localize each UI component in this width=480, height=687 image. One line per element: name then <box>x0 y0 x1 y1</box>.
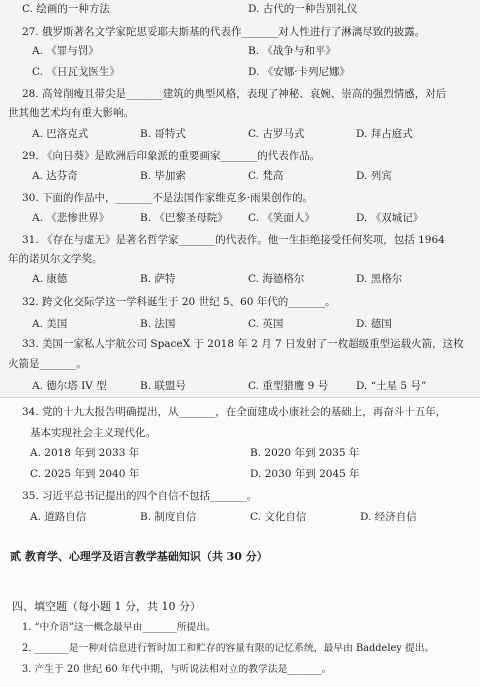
q28-option-c: C. 古罗马式 <box>248 128 305 140</box>
q27-option-b: B. 《战争与和平》 <box>248 45 336 57</box>
q29-option-d: D. 列宾 <box>356 170 392 182</box>
q33-stem-line2: 火箭是_______。 <box>8 358 87 370</box>
q29-stem: 29. 《向日葵》是欧洲后印象派的重要画家_______的代表作品。 <box>22 150 321 162</box>
q31-option-c: C. 海德格尔 <box>248 273 305 285</box>
q30-option-c: C. 《笑面人》 <box>248 212 315 224</box>
q30-option-b: B. 《巴黎圣母院》 <box>140 212 228 224</box>
q33-option-c: C. 重型猎鹰 9 号 <box>248 380 329 392</box>
q32-option-c: C. 英国 <box>248 318 284 330</box>
section-heading: 贰 教育学、心理学及语言教学基础知识（共 30 分） <box>10 550 268 563</box>
q28-option-d: D. 拜占庭式 <box>356 128 413 140</box>
q31-stem-line2: 年的诺贝尔文学奖。 <box>8 253 103 265</box>
q31-option-b: B. 萨特 <box>140 273 176 285</box>
q29-option-c: C. 梵高 <box>248 170 284 182</box>
q26-option-d: D. 古代的一种告别礼仪 <box>248 3 358 15</box>
q35-option-d: D. 经济自信 <box>360 511 417 523</box>
q35-option-a: A. 道路自信 <box>30 511 87 523</box>
q30-option-a: A. 《悲惨世界》 <box>32 212 110 224</box>
q32-stem: 32. 跨文化交际学这一学科诞生于 20 世纪 5、60 年代的_______。 <box>22 296 336 308</box>
q29-option-b: B. 毕加索 <box>140 170 186 182</box>
region-divider <box>0 397 480 398</box>
q35-stem: 35. 习近平总书记提出的四个自信不包括_______。 <box>22 490 258 502</box>
part-four-heading: 四、填空题（每小题 1 分，共 10 分） <box>12 600 201 613</box>
q27-option-a: A. 《罪与罚》 <box>32 45 99 57</box>
fill-blank-item: 2. _______是一种对信息进行暂时加工和贮存的容量有限的记忆系统，最早由 Baddeley 提出。 <box>22 643 435 654</box>
q33-option-a: A. 德尔塔 IV 型 <box>32 380 107 392</box>
q35-option-b: B. 制度自信 <box>140 511 197 523</box>
q34-stem-line2: 基本实现社会主义现代化。 <box>30 427 156 439</box>
q35-option-c: C. 文化自信 <box>250 511 307 523</box>
q30-stem: 30. 下面的作品中，_______不是法国作家维克多·雨果创作的。 <box>22 192 314 204</box>
q33-option-b: B. 联盟号 <box>140 380 186 392</box>
q30-option-d: D. 《双城记》 <box>356 212 424 224</box>
q31-stem-line1: 31. 《存在与虚无》是著名哲学家_______的代表作。他一生拒绝接受任何奖项，包括 1964 <box>22 234 445 246</box>
q34-option-a: A. 2018 年到 2033 年 <box>30 447 140 459</box>
q32-option-d: D. 德国 <box>356 318 392 330</box>
q26-option-c: C. 绘画的一种方法 <box>22 3 110 15</box>
q27-option-c: C. 《日瓦戈医生》 <box>32 66 120 78</box>
q34-option-b: B. 2020 年到 2035 年 <box>250 447 360 459</box>
q33-option-d: D. “土星 5 号” <box>356 380 427 392</box>
q29-option-a: A. 达芬奇 <box>32 170 78 182</box>
q33-stem-line1: 33. 美国一家私人宇航公司 SpaceX 于 2018 年 2 月 7 日发射了一枚超级重型运载火箭，这枚 <box>22 338 464 350</box>
q27-stem: 27. 俄罗斯著名文学家陀思妥耶夫斯基的代表作_______对人性进行了淋漓尽致的披露。 <box>22 26 426 38</box>
q31-option-a: A. 康德 <box>32 273 68 285</box>
q34-stem-line1: 34. 党的十九大报告明确提出，从_______，在全面建成小康社会的基础上，再奋斗十五年， <box>22 406 447 418</box>
fill-blank-item: 1. “中介语”这一概念最早由_______所提出。 <box>22 622 216 633</box>
fill-blank-item: 3. 产生于 20 世纪 60 年代中期，与听说法相对立的教学法是_______。 <box>22 664 332 675</box>
q28-stem-line1: 28. 高耸削瘦且带尖是_______建筑的典型风格，表现了神秘、哀婉、崇高的强烈情感，对后 <box>22 88 447 100</box>
q28-stem-line2: 世其他艺术均有重大影响。 <box>8 107 134 119</box>
q34-option-c: C. 2025 年到 2040 年 <box>30 468 140 480</box>
q34-option-d: D. 2030 年到 2045 年 <box>250 468 360 480</box>
q32-option-a: A. 美国 <box>32 318 68 330</box>
q27-option-d: D. 《安娜·卡列尼娜》 <box>248 66 351 78</box>
q28-option-b: B. 哥特式 <box>140 128 186 140</box>
q28-option-a: A. 巴洛克式 <box>32 128 89 140</box>
q32-option-b: B. 法国 <box>140 318 176 330</box>
q31-option-d: D. 黑格尔 <box>356 273 403 285</box>
